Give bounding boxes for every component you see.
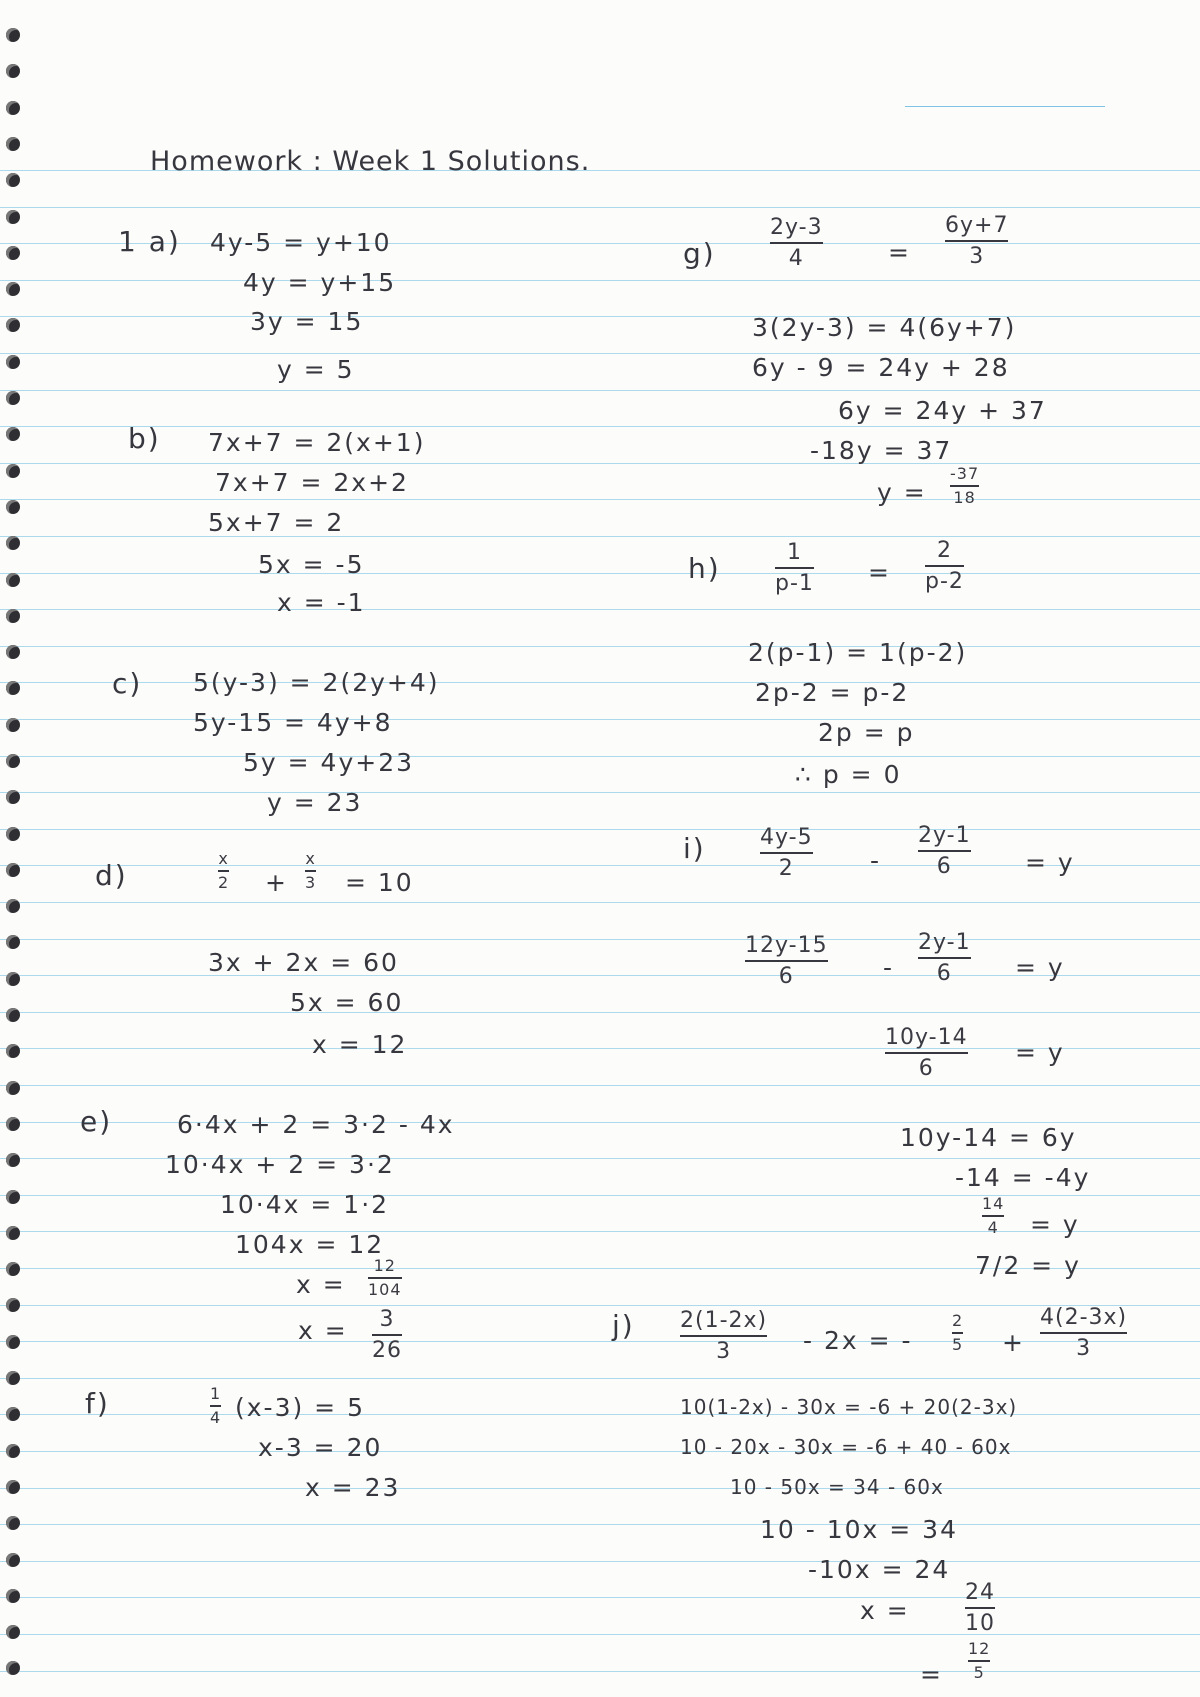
q1j-plus: + <box>1002 1328 1025 1357</box>
binding-hole <box>6 972 20 986</box>
q1j-line-4: 10 - 50x = 34 - 60x <box>730 1475 944 1499</box>
q1j-fraction-3: 4(2-3x) 3 <box>1040 1305 1128 1362</box>
binding-hole <box>6 754 20 768</box>
q1d-label: d) <box>95 859 128 892</box>
q1j-line-2: 10(1-2x) - 30x = -6 + 20(2-3x) <box>680 1395 1018 1419</box>
ruled-line <box>0 1488 1200 1489</box>
binding-hole <box>6 1008 20 1022</box>
ruled-line <box>0 536 1200 537</box>
q1j-fraction-1: 2(1-2x) 3 <box>680 1308 768 1365</box>
ruled-line <box>0 1195 1200 1196</box>
q1g-line-6-fraction: -37 18 <box>950 464 980 508</box>
binding-hole <box>6 210 20 224</box>
binding-hole <box>6 609 20 623</box>
binding-hole <box>6 355 20 369</box>
ruled-line <box>0 939 1200 940</box>
ruled-line <box>0 756 1200 757</box>
ruled-line <box>0 353 1200 354</box>
q1b-line-4: 5x = -5 <box>258 550 365 579</box>
q1c-label: c) <box>112 667 143 700</box>
binding-hole <box>6 1661 20 1675</box>
binding-hole <box>6 1589 20 1603</box>
q1a-label: 1 a) <box>118 225 181 258</box>
ruled-line <box>0 499 1200 500</box>
ruled-line <box>0 1414 1200 1415</box>
binding-hole <box>6 173 20 187</box>
binding-hole <box>6 827 20 841</box>
binding-hole <box>6 935 20 949</box>
binding-hole <box>6 1044 20 1058</box>
q1i-line-2-fraction-1: 12y-15 6 <box>745 933 828 990</box>
ruled-line <box>0 865 1200 866</box>
ruled-line <box>0 1561 1200 1562</box>
q1e-line-6-fraction: 3 26 <box>372 1307 402 1364</box>
q1g-fraction-2: 6y+7 3 <box>945 213 1009 270</box>
q1j-line-7-fraction: 24 10 <box>965 1580 995 1637</box>
binding-hole <box>6 391 20 405</box>
q1c-line-2: 5y-15 = 4y+8 <box>193 708 393 737</box>
q1f-line-1: (x-3) = 5 <box>235 1393 365 1422</box>
ruled-line <box>0 902 1200 903</box>
binding-hole <box>6 64 20 78</box>
q1h-line-5: ∴ p = 0 <box>795 760 902 789</box>
q1d-line-3: x = 12 <box>312 1030 408 1059</box>
binding-hole <box>6 790 20 804</box>
ruled-line <box>0 1634 1200 1635</box>
binding-hole <box>6 1153 20 1167</box>
q1i-fraction-2: 2y-1 6 <box>918 823 971 880</box>
q1b-line-1: 7x+7 = 2(x+1) <box>208 428 426 457</box>
binding-hole <box>6 427 20 441</box>
q1i-rhs: = y <box>1025 848 1075 877</box>
binding-hole <box>6 536 20 550</box>
binding-hole <box>6 1516 20 1530</box>
q1e-line-3: 10·4x = 1·2 <box>220 1190 390 1219</box>
q1g-line-4: 6y = 24y + 37 <box>838 396 1047 425</box>
binding-hole <box>6 1298 20 1312</box>
ruled-line <box>0 1378 1200 1379</box>
q1c-line-1: 5(y-3) = 2(2y+4) <box>193 668 440 697</box>
q1g-label: g) <box>683 237 716 270</box>
q1c-line-4: y = 23 <box>267 788 363 817</box>
q1i-line-6-fraction: 14 4 <box>982 1194 1005 1238</box>
binding-hole <box>6 137 20 151</box>
ruled-line <box>0 609 1200 610</box>
q1g-equals: = <box>888 238 911 267</box>
binding-hole <box>6 681 20 695</box>
q1i-line-7: 7/2 = y <box>975 1251 1081 1280</box>
q1b-line-3: 5x+7 = 2 <box>208 508 345 537</box>
q1a-line-4: y = 5 <box>277 355 355 384</box>
q1i-line-3-rhs: = y <box>1015 1038 1065 1067</box>
ruled-line <box>0 829 1200 830</box>
q1i-label: i) <box>683 832 706 865</box>
q1c-line-3: 5y = 4y+23 <box>243 748 415 777</box>
q1e-line-5-fraction: 12 104 <box>368 1256 402 1300</box>
q1b-label: b) <box>128 422 161 455</box>
q1e-line-6-lhs: x = <box>298 1316 348 1345</box>
q1h-line-3: 2p-2 = p-2 <box>755 678 910 707</box>
binding-hole <box>6 1190 20 1204</box>
ruled-line <box>0 426 1200 427</box>
ruled-line <box>0 207 1200 208</box>
binding-hole <box>6 1335 20 1349</box>
q1i-line-6-rhs: = y <box>1030 1210 1080 1239</box>
q1h-label: h) <box>688 552 721 585</box>
q1i-minus: - <box>870 846 882 875</box>
binding-hole <box>6 1444 20 1458</box>
q1j-line-6: -10x = 24 <box>808 1555 951 1584</box>
q1i-fraction-1: 4y-5 2 <box>760 825 813 882</box>
q1g-line-2: 3(2y-3) = 4(6y+7) <box>752 313 1017 342</box>
q1j-line-5: 10 - 10x = 34 <box>760 1515 958 1544</box>
ruled-line <box>0 280 1200 281</box>
q1g-line-5: -18y = 37 <box>810 436 953 465</box>
q1a-line-2: 4y = y+15 <box>243 268 397 297</box>
ruled-line <box>0 792 1200 793</box>
ruled-line <box>0 1231 1200 1232</box>
q1h-fraction-2: 2 p-2 <box>925 538 964 595</box>
binding-hole <box>6 246 20 260</box>
q1b-line-2: 7x+7 = 2x+2 <box>215 468 409 497</box>
q1g-line-6-lhs: y = <box>877 478 927 507</box>
binding-hole <box>6 1226 20 1240</box>
q1j-middle: - 2x = - <box>803 1326 913 1355</box>
ruled-line <box>0 463 1200 464</box>
q1h-line-2: 2(p-1) = 1(p-2) <box>748 638 968 667</box>
q1e-line-4: 104x = 12 <box>235 1230 385 1259</box>
binding-hole <box>6 1262 20 1276</box>
q1h-fraction-1: 1 p-1 <box>775 540 814 597</box>
q1d-fraction-2: x 3 <box>305 849 317 893</box>
ruled-line <box>0 719 1200 720</box>
binding-hole <box>6 718 20 732</box>
ruled-line <box>0 1012 1200 1013</box>
q1i-line-4: 10y-14 = 6y <box>900 1123 1077 1152</box>
q1d-rhs: = 10 <box>345 868 414 897</box>
q1j-label: j) <box>612 1309 635 1342</box>
q1e-label: e) <box>80 1105 113 1138</box>
q1g-line-3: 6y - 9 = 24y + 28 <box>752 353 1010 382</box>
ruled-line <box>0 573 1200 574</box>
ruled-line <box>0 1451 1200 1452</box>
q1i-line-2-minus: - <box>883 953 895 982</box>
binding-hole <box>6 28 20 42</box>
binding-hole <box>6 1371 20 1385</box>
binding-hole <box>6 1553 20 1567</box>
q1i-line-3-fraction: 10y-14 6 <box>885 1025 968 1082</box>
q1d-plus: + <box>265 868 288 897</box>
q1e-line-5-lhs: x = <box>296 1270 346 1299</box>
binding-hole <box>6 1480 20 1494</box>
date-line <box>905 106 1105 107</box>
q1i-line-2-fraction-2: 2y-1 6 <box>918 930 971 987</box>
q1d-line-1: 3x + 2x = 60 <box>208 948 399 977</box>
q1b-line-5: x = -1 <box>277 588 366 617</box>
ruled-line <box>0 390 1200 391</box>
binding-hole <box>6 1625 20 1639</box>
ruled-line <box>0 682 1200 683</box>
binding-hole <box>6 500 20 514</box>
binding-hole <box>6 1117 20 1131</box>
binding-hole <box>6 863 20 877</box>
q1e-line-2: 10·4x + 2 = 3·2 <box>165 1150 395 1179</box>
binding-hole <box>6 318 20 332</box>
q1e-line-1: 6·4x + 2 = 3·2 - 4x <box>177 1110 455 1139</box>
q1a-line-3: 3y = 15 <box>250 307 364 336</box>
q1f-fraction: 1 4 <box>210 1384 222 1428</box>
ruled-line <box>0 646 1200 647</box>
q1f-line-2: x-3 = 20 <box>258 1433 383 1462</box>
q1d-line-2: 5x = 60 <box>290 988 404 1017</box>
binding-hole <box>6 1407 20 1421</box>
ruled-line <box>0 316 1200 317</box>
q1a-line-1: 4y-5 = y+10 <box>210 228 392 257</box>
q1j-line-8-fraction: 12 5 <box>968 1639 991 1683</box>
q1j-fraction-2: 2 5 <box>952 1311 964 1355</box>
binding-hole <box>6 899 20 913</box>
q1g-fraction-1: 2y-3 4 <box>770 215 823 272</box>
q1i-line-5: -14 = -4y <box>955 1163 1091 1192</box>
ruled-line <box>0 1524 1200 1525</box>
ruled-line <box>0 1597 1200 1598</box>
q1f-line-3: x = 23 <box>305 1473 401 1502</box>
binding-hole <box>6 1081 20 1095</box>
q1h-line-4: 2p = p <box>818 718 915 747</box>
ruled-line <box>0 1085 1200 1086</box>
q1i-line-2-rhs: = y <box>1015 953 1065 982</box>
q1j-line-3: 10 - 20x - 30x = -6 + 40 - 60x <box>680 1435 1012 1459</box>
ruled-line <box>0 1671 1200 1672</box>
q1j-line-7-lhs: x = <box>860 1596 910 1625</box>
q1f-label: f) <box>85 1387 110 1420</box>
page-title: Homework : Week 1 Solutions. <box>150 146 591 177</box>
ruled-line <box>0 1305 1200 1306</box>
q1d-fraction-1: x 2 <box>218 849 230 893</box>
binding-hole <box>6 573 20 587</box>
binding-hole <box>6 645 20 659</box>
binding-hole <box>6 282 20 296</box>
binding-hole <box>6 101 20 115</box>
q1j-line-8-lhs: = <box>920 1660 943 1689</box>
binding-hole <box>6 464 20 478</box>
q1h-equals: = <box>868 558 891 587</box>
